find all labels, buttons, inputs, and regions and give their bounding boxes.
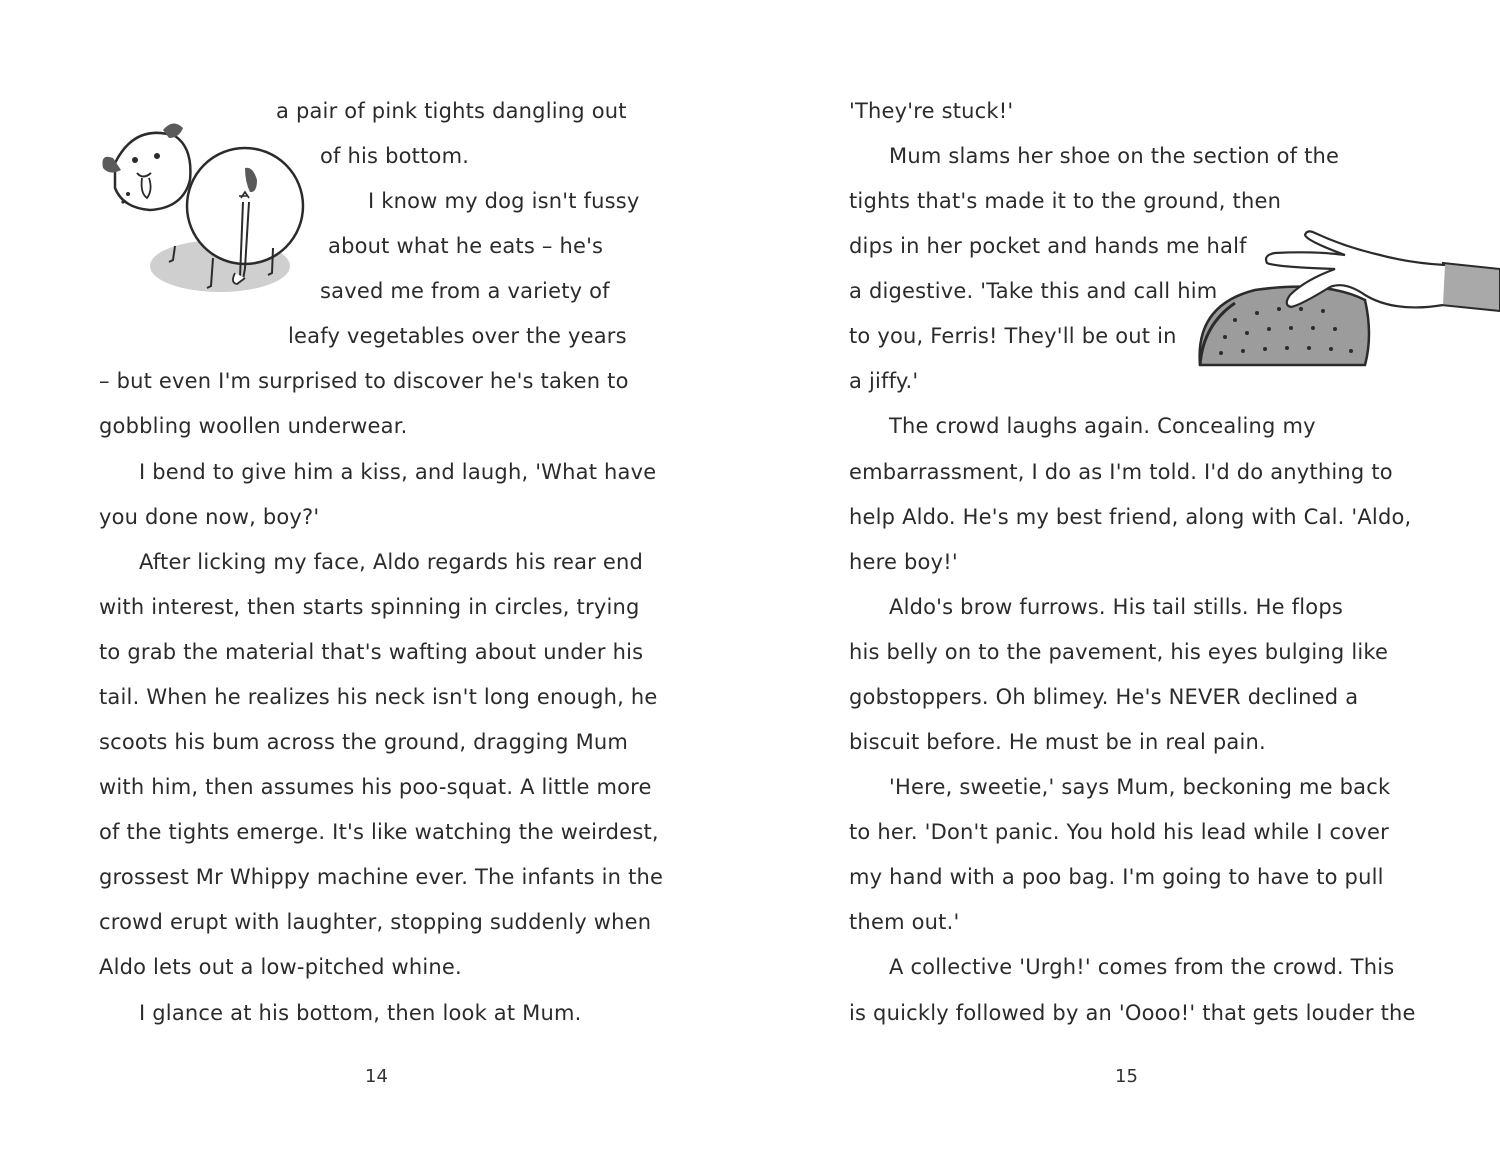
text-line: biscuit before. He must be in real pain. xyxy=(849,730,1266,754)
text-line: is quickly followed by an 'Oooo!' that gets louder the xyxy=(849,1001,1416,1025)
text-line: Aldo lets out a low-pitched whine. xyxy=(99,955,462,979)
text-line: Mum slams her shoe on the section of the xyxy=(889,144,1340,168)
text-line: A collective 'Urgh!' comes from the crowd. This xyxy=(889,955,1395,979)
text-line: After licking my face, Aldo regards his rear end xyxy=(139,550,644,574)
text-line: Aldo's brow furrows. His tail stills. He flops xyxy=(889,595,1344,619)
text-line: help Aldo. He's my best friend, along with Cal. 'Aldo, xyxy=(849,505,1412,529)
text-line: here boy!' xyxy=(849,550,958,574)
text-line: to grab the material that's wafting about under his xyxy=(99,640,644,664)
text-line: my hand with a poo bag. I'm going to have to pull xyxy=(849,865,1384,889)
text-line: a pair of pink tights dangling out xyxy=(276,99,627,123)
text-line: – but even I'm surprised to discover he's taken to xyxy=(99,369,629,393)
text-line: a digestive. 'Take this and call him xyxy=(849,279,1218,303)
text-line: with him, then assumes his poo-squat. A little more xyxy=(99,775,652,799)
text-line: embarrassment, I do as I'm told. I'd do anything to xyxy=(849,460,1393,484)
page-number: 15 xyxy=(1115,1066,1138,1087)
text-line: about what he eats – he's xyxy=(328,234,604,258)
text-line: I glance at his bottom, then look at Mum. xyxy=(139,1001,582,1025)
page-number: 14 xyxy=(365,1066,388,1087)
text-line: gobstoppers. Oh blimey. He's NEVER declined a xyxy=(849,685,1359,709)
text-line: leafy vegetables over the years xyxy=(288,324,627,348)
text-line: scoots his bum across the ground, dragging Mum xyxy=(99,730,629,754)
text-line: tights that's made it to the ground, then xyxy=(849,189,1282,213)
text-line: 'They're stuck!' xyxy=(849,99,1014,123)
text-line: you done now, boy?' xyxy=(99,505,320,529)
text-line: The crowd laughs again. Concealing my xyxy=(889,414,1316,438)
text-line: I bend to give him a kiss, and laugh, 'What have xyxy=(139,460,657,484)
text-line: crowd erupt with laughter, stopping suddenly when xyxy=(99,910,652,934)
text-line: 'Here, sweetie,' says Mum, beckoning me back xyxy=(889,775,1391,799)
text-line: to you, Ferris! They'll be out in xyxy=(849,324,1177,348)
text-line: tail. When he realizes his neck isn't long enough, he xyxy=(99,685,658,709)
text-line: of the tights emerge. It's like watching the weirdest, xyxy=(99,820,659,844)
text-line: of his bottom. xyxy=(320,144,470,168)
text-line: his belly on to the pavement, his eyes bulging like xyxy=(849,640,1389,664)
text-line: saved me from a variety of xyxy=(320,279,610,303)
text-line: a jiffy.' xyxy=(849,369,919,393)
text-line: I know my dog isn't fussy xyxy=(368,189,640,213)
text-line: them out.' xyxy=(849,910,960,934)
text-line: dips in her pocket and hands me half xyxy=(849,234,1247,258)
text-line: with interest, then starts spinning in circles, trying xyxy=(99,595,640,619)
text-line: to her. 'Don't panic. You hold his lead while I cover xyxy=(849,820,1389,844)
dog-with-tights-icon xyxy=(95,118,310,298)
text-line: grossest Mr Whippy machine ever. The infants in the xyxy=(99,865,664,889)
text-line: gobbling woollen underwear. xyxy=(99,414,408,438)
